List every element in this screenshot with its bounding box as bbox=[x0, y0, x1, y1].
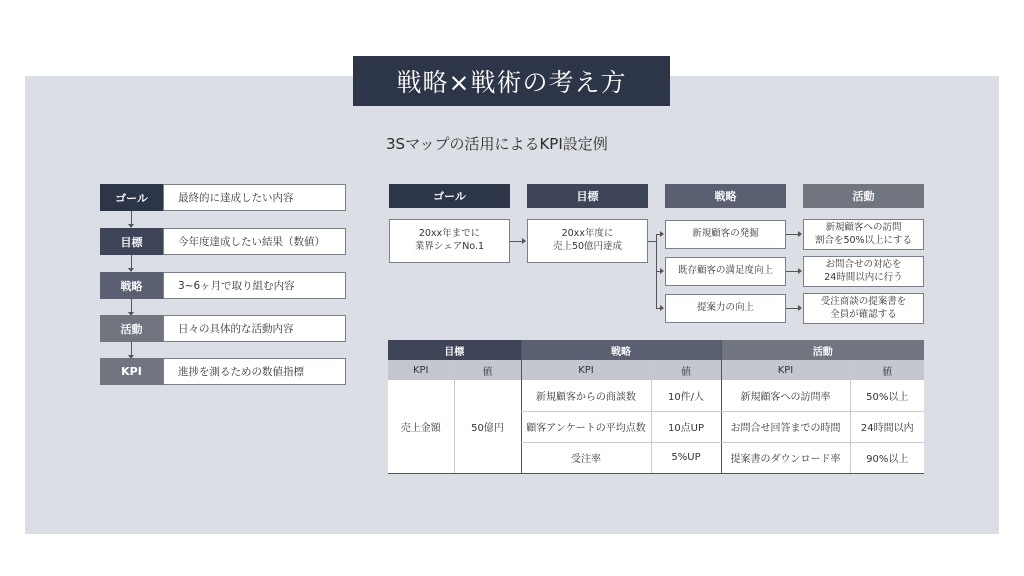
arrowhead bbox=[798, 231, 802, 237]
table-row bbox=[388, 380, 924, 411]
legend-item-goal bbox=[100, 184, 346, 211]
page-title: 戦略×戦術の考え方 bbox=[353, 56, 670, 106]
subheader-kpi: KPI bbox=[521, 360, 651, 380]
strategy-label: 提案力の向上 bbox=[696, 302, 754, 314]
group-strategy: 戦略 bbox=[521, 340, 721, 360]
header-goal: ゴール bbox=[389, 184, 510, 208]
activity-line: 受注商談の提案書を bbox=[820, 295, 907, 307]
kpi-table bbox=[388, 340, 924, 474]
header-target: 目標 bbox=[527, 184, 648, 208]
activity-line: 24時間以内に行う bbox=[824, 271, 903, 283]
header-strategy: 戦略 bbox=[665, 184, 786, 208]
strategy-label: 既存顧客の満足度向上 bbox=[677, 265, 773, 277]
target-line: 売上50億円達成 bbox=[552, 241, 623, 252]
activity-kpi-cell: 新規顧客への訪問率 bbox=[721, 380, 850, 411]
arrowhead bbox=[798, 305, 802, 311]
strategy-node bbox=[665, 294, 786, 323]
legend-tag: KPI bbox=[100, 358, 163, 385]
target-node bbox=[527, 219, 648, 263]
activity-value-cell: 90%以上 bbox=[850, 442, 924, 473]
legend-desc: 進捗を測るための数値指標 bbox=[163, 358, 346, 385]
strategy-kpi-cell: 新規顧客からの商談数 bbox=[521, 380, 651, 411]
activity-kpi-cell: 提案書のダウンロード率 bbox=[721, 442, 850, 473]
activity-line: 割合を50%以上にする bbox=[814, 234, 913, 246]
strategy-value-cell: 10点UP bbox=[651, 411, 721, 442]
subheader-value: 値 bbox=[454, 360, 521, 380]
arrowhead bbox=[798, 268, 802, 274]
subheader-kpi: KPI bbox=[721, 360, 850, 380]
goal-line: 業界シェアNo.1 bbox=[414, 241, 485, 252]
legend-item-kpi bbox=[100, 358, 346, 385]
activity-line: 新規顧客への訪問 bbox=[825, 221, 902, 233]
legend-tag: 活動 bbox=[100, 315, 163, 342]
target-line: 20xx年度に bbox=[561, 228, 614, 240]
arrowhead bbox=[522, 238, 526, 244]
arrowhead bbox=[660, 268, 664, 274]
goal-line: 20xx年までに bbox=[418, 228, 481, 240]
strategy-value-cell: 5%UP bbox=[651, 442, 721, 473]
subheader-kpi: KPI bbox=[388, 360, 454, 380]
activity-node bbox=[803, 293, 924, 324]
legend-item-target bbox=[100, 228, 346, 255]
activity-kpi-cell: お問合せ回答までの時間 bbox=[721, 411, 850, 442]
arrowhead bbox=[660, 231, 664, 237]
strategy-label: 新規顧客の発掘 bbox=[692, 228, 759, 240]
activity-node bbox=[803, 219, 924, 250]
legend-tag: ゴール bbox=[100, 184, 163, 211]
arrowhead bbox=[660, 305, 664, 311]
subheader-value: 値 bbox=[651, 360, 721, 380]
group-activity: 活動 bbox=[721, 340, 924, 360]
activity-node bbox=[803, 256, 924, 287]
target-kpi-cell: 売上金額 bbox=[388, 380, 454, 473]
legend-desc: 今年度達成したい結果（数値） bbox=[163, 228, 346, 255]
activity-value-cell: 50%以上 bbox=[850, 380, 924, 411]
legend-desc: 最終的に達成したい内容 bbox=[163, 184, 346, 211]
legend-tag: 戦略 bbox=[100, 272, 163, 299]
legend-desc: 3~6ヶ月で取り組む内容 bbox=[163, 272, 346, 299]
legend-connector bbox=[131, 299, 132, 313]
subheader-value: 値 bbox=[850, 360, 924, 380]
activity-value-cell: 24時間以内 bbox=[850, 411, 924, 442]
strategy-node bbox=[665, 220, 786, 249]
legend-tag: 目標 bbox=[100, 228, 163, 255]
legend-item-strategy bbox=[100, 272, 346, 299]
target-value-cell: 50億円 bbox=[454, 380, 521, 473]
activity-line: 全員が確認する bbox=[830, 308, 897, 320]
strategy-kpi-cell: 顧客アンケートの平均点数 bbox=[521, 411, 651, 442]
goal-node bbox=[389, 219, 510, 263]
legend-connector bbox=[131, 211, 132, 225]
legend-desc: 日々の具体的な活動内容 bbox=[163, 315, 346, 342]
legend-connector bbox=[131, 255, 132, 269]
activity-line: お問合せの対応を bbox=[825, 258, 902, 270]
page-subtitle: 3Sマップの活用によるKPI設定例 bbox=[386, 135, 608, 153]
strategy-kpi-cell: 受注率 bbox=[521, 442, 651, 473]
group-target: 目標 bbox=[388, 340, 521, 360]
header-activity: 活動 bbox=[803, 184, 924, 208]
table-subheader bbox=[388, 360, 924, 380]
strategy-node bbox=[665, 257, 786, 286]
table-group-header bbox=[388, 340, 924, 360]
legend-item-activity bbox=[100, 315, 346, 342]
legend-connector bbox=[131, 342, 132, 356]
strategy-value-cell: 10件/人 bbox=[651, 380, 721, 411]
